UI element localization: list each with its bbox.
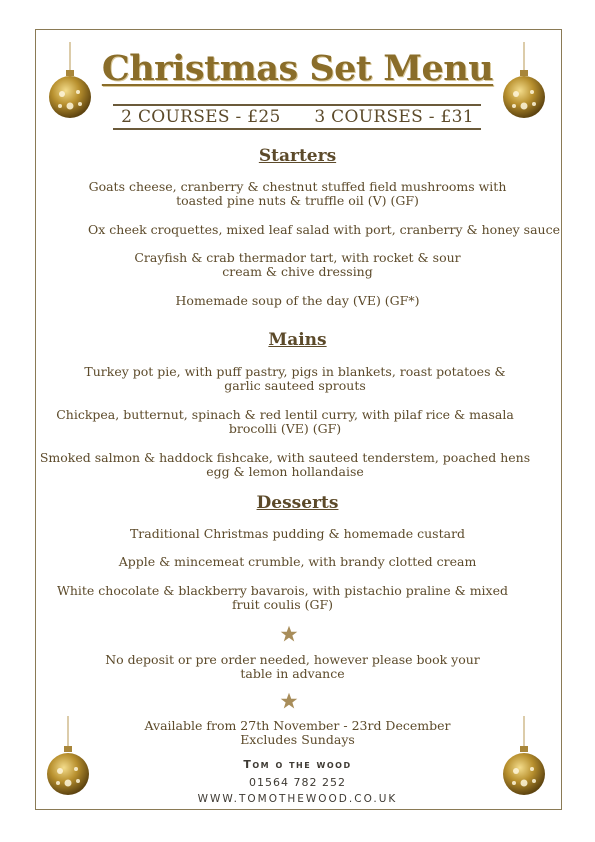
item-line: White chocolate & blackberry bavarois, with pistachio praline & mixed — [56, 583, 508, 598]
item-line: toasted pine nuts & truffle oil (V) (GF) — [176, 193, 419, 208]
item-line: Homemade soup of the day (VE) (GF*) — [175, 293, 420, 308]
item-line: Goats cheese, cranberry & chestnut stuffed field mushrooms with — [88, 179, 507, 194]
page-title: Christmas Set Menu — [101, 48, 494, 89]
item-line: Apple & mincemeat crumble, with brandy clotted cream — [118, 554, 477, 569]
restaurant-name: Tom o the wood — [243, 758, 352, 771]
section-heading-starters: Starters — [258, 146, 337, 166]
availability-note — [60, 719, 535, 747]
menu-item — [35, 451, 535, 479]
menu-item — [60, 527, 535, 541]
note-line: No deposit or pre order needed, however please book your — [105, 652, 480, 667]
menu-item — [40, 408, 530, 436]
divider — [113, 128, 481, 130]
menu-item — [60, 180, 535, 208]
item-line: Turkey pot pie, with puff pastry, pigs in blankets, roast potatoes & — [84, 364, 506, 379]
item-line: cream & chive dressing — [222, 264, 373, 279]
booking-note — [60, 653, 525, 681]
menu-item — [45, 365, 545, 393]
menu-item — [60, 294, 535, 308]
price-line — [0, 107, 595, 127]
item-line: Crayfish & crab thermador tart, with rocket & sour — [134, 250, 461, 265]
item-line: Chickpea, butternut, spinach & red lentil curry, with pilaf rice & masala — [56, 407, 514, 422]
menu-item — [60, 251, 535, 279]
note-line: Available from 27th November - 23rd December — [144, 718, 451, 733]
section-heading-mains: Mains — [268, 330, 327, 350]
item-line: garlic sauteed sprouts — [224, 378, 366, 393]
website-link[interactable]: WWW.TOMOTHEWOOD.CO.UK — [197, 793, 398, 805]
item-line: Ox cheek croquettes, mixed leaf salad with port, cranberry & honey sauce — [88, 222, 560, 237]
item-line: Traditional Christmas pudding & homemade custard — [129, 526, 466, 541]
note-line: table in advance — [240, 666, 345, 681]
star-icon — [280, 692, 298, 710]
phone-number[interactable]: 01564 782 252 — [249, 776, 346, 789]
item-line: brocolli (VE) (GF) — [228, 421, 342, 436]
two-course-price: 2 COURSES - £25 — [121, 107, 281, 127]
item-line: fruit coulis (GF) — [231, 597, 334, 612]
menu-item — [60, 555, 535, 569]
star-icon — [280, 625, 298, 643]
menu-item — [60, 223, 560, 237]
item-line: Smoked salmon & haddock fishcake, with sauteed tenderstem, poached hens — [39, 450, 531, 465]
item-line: egg & lemon hollandaise — [206, 464, 364, 479]
note-line: Excludes Sundays — [240, 732, 355, 747]
section-heading-desserts: Desserts — [256, 493, 339, 513]
menu-item — [35, 584, 530, 612]
divider — [113, 104, 481, 106]
three-course-price: 3 COURSES - £31 — [314, 107, 474, 127]
